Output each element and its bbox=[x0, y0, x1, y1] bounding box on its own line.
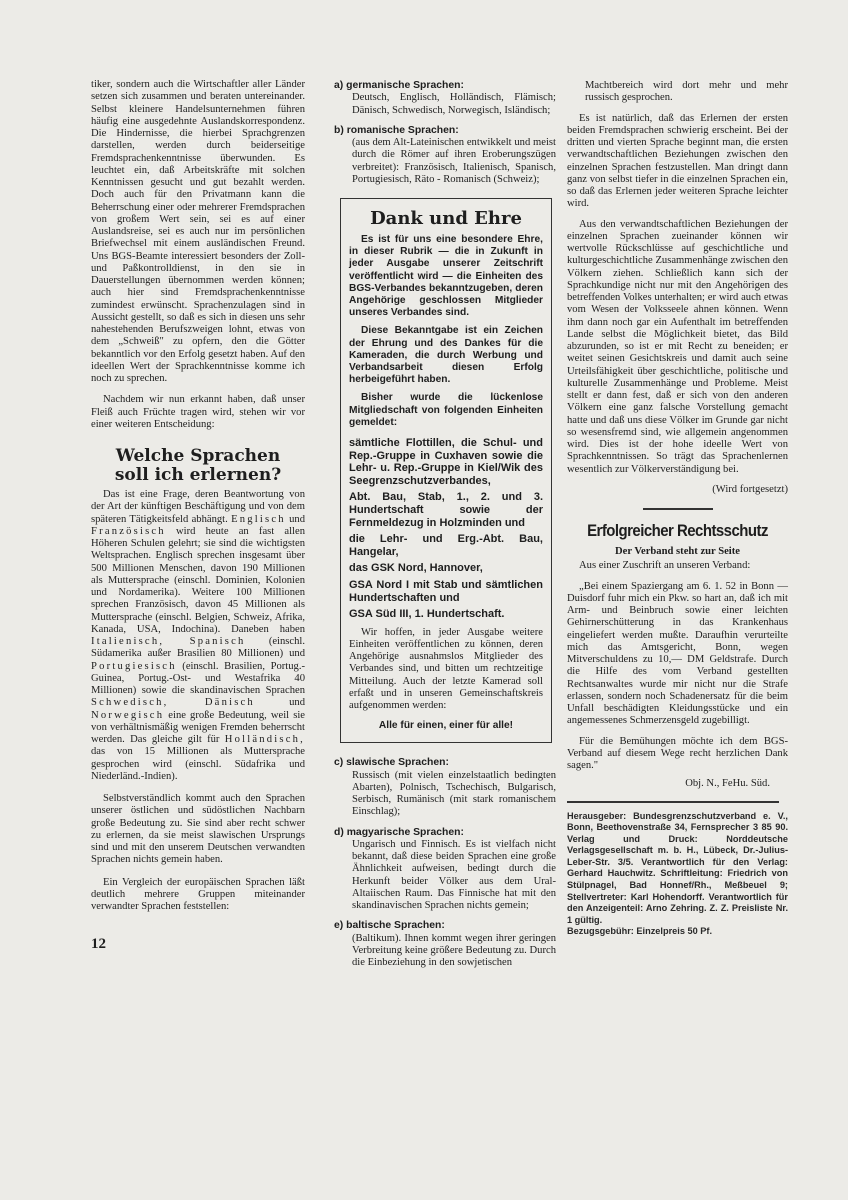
divider bbox=[567, 801, 779, 803]
page-number: 12 bbox=[91, 936, 106, 953]
unit-item: Abt. Bau, Stab, 1., 2. und 3. Hundertschaft sowie der Fernmeldezug in Holzminden und bbox=[349, 491, 543, 529]
heading-line: soll ich erlernen? bbox=[114, 465, 282, 485]
heading-line: Welche Sprachen bbox=[115, 446, 281, 466]
box-motto: Alle für einen, einer für alle! bbox=[378, 720, 514, 732]
list-label: d) magyarische Sprachen: bbox=[334, 826, 464, 838]
text: Italienisch, Spanisch bbox=[91, 636, 246, 647]
paragraph: Aus den verwandtschaftlichen Beziehungen der einzelnen Sprachen zueinander können wir wertvolle Rückschlüsse auf geschichtliche und kulturgeschichtliche Zusammenhänge zwischen den Völkern ziehen. Schließlich kann sich der Sprachkundige nicht nur mit den Angehörigen des betreffenden Volkes unterhalten; er wird auch etwas vom Wesen der Volksseele ahnen können. Wenn ihm dann noch gar ein Aufenthalt im betreffenden Lande selbst die Möglichkeit bietet, das Bild abzurunden, so ist er mit Recht zu beneiden; er weitet seinen Gesichtskreis und damit auch seine Urteilsfähigkeit über geschichtliche, politische und kulturelle Zusammenhänge und Probleme. Meist stellt er dann fest, daß er sich von den anderen Völkern eine ganz falsche Vorstellung gemacht hatte und daß uns diese Völker im Grunde gar nicht so wesensfremd sind, wie allgemein angenommen wird. Dies ist der hohe ideelle Wert von Sprachkenntnissen. So trägt das Sprachenlernen wesentlich zur Völkerverständigung bei. bbox=[567, 218, 788, 475]
paragraph: Für die Bemühungen möchte ich dem BGS-Verband auf diesem Wege recht herzlichen Dank sagen." bbox=[567, 735, 788, 771]
text: Das ist eine Frage, deren Beantwortung von der Art der künftigen Beschäftigung und von dem späteren Tätigkeitsfeld abhängt. bbox=[91, 489, 305, 525]
list-label: c) slawische Sprachen: bbox=[334, 757, 449, 769]
section-heading bbox=[91, 447, 305, 485]
list-text: (Baltikum). Ihnen kommt wegen ihrer geringen Verbreitung keine größere Bedeutung zu. Durch die Einbeziehung in den sowjetischen bbox=[352, 932, 556, 969]
paragraph: Selbstverständlich kommt auch den Sprachen unserer östlichen und südöstlichen Nachbarn große Bedeutung zu. Sie sind aber recht schwer zu erlernen, da sie meist slawischen Ursprungs sind und mit den unserem Deutschen verwandten Sprachen nichts gemein haben. bbox=[91, 793, 305, 866]
divider bbox=[643, 508, 713, 510]
text: Französisch bbox=[91, 525, 166, 537]
paragraph: Nachdem wir nun erkannt haben, daß unser Fleiß auch Früchte tragen wird, stehen wir vor einer weiteren Entscheidung: bbox=[91, 394, 305, 430]
right-column bbox=[567, 80, 788, 938]
text: das von 15 Millionen als Muttersprache gesprochen wird (einschl. Südafrika und Niederländ.-Indien). bbox=[91, 746, 305, 782]
dank-und-ehre-box bbox=[340, 198, 552, 743]
middle-column bbox=[334, 80, 556, 969]
left-column bbox=[91, 79, 305, 953]
article-title: Erfolgreicher Rechtsschutz bbox=[587, 521, 768, 540]
list-label: e) baltische Sprachen: bbox=[334, 920, 445, 932]
text: Schwedisch, Dänisch bbox=[91, 697, 255, 709]
paragraph: Es ist natürlich, daß das Erlernen der ersten beiden Fremdsprachen schwierig erscheint. Bei der dritten und vierten Sprache beginnt man, die ersten verwandtschaftlichen Beziehungen zwischen den einzelnen Sprachen festzustellen. Man dringt dann ganz von selbst tiefer in die einzelnen Sprachen ein, so daß das Erlernen jeder weiteren Sprache leichter wird. bbox=[567, 112, 788, 210]
paragraph: Ein Vergleich der europäischen Sprachen läßt deutlich mehrere Gruppen miteinander verwandter Sprachen feststellen: bbox=[91, 876, 305, 912]
box-paragraph: Bisher wurde die lückenlose Mitgliedschaft von folgenden Einheiten gemeldet: bbox=[349, 392, 543, 428]
text: und bbox=[289, 697, 305, 709]
text: wird heute an fast allen Höheren Schulen gelehrt; sie sind die wichtigsten Weltsprachen. Englisch sprechen insgesamt über 500 Millionen Menschen, davon 190 Millionen als Muttersprache (einschl. Dominien, Kolonien und Nordamerika). Weitere 100 Millionen sprechen Französisch, davon 45 Millionen als Muttersprache (einschl. Belgien, Schweiz, Afrika, Kanada, USA, Indochina). Daneben haben bbox=[91, 525, 305, 635]
paragraph: tiker, sondern auch die Wirtschaftler aller Länder setzen sich zusammen und beraten untereinander. Selbst kleinere Handelsunternehmen führen häufig eine ausgedehnte Auslandskorrespondenz. Die Hindernisse, die hierbei Sprachgrenzen darstellen, werden durch beiderseitige Fremdsprachenkenntnisse überwunden. Es leuchtet ein, daß Arbeitskräfte mit solchen Kenntnissen gesucht und gut bezahlt werden. Doch auch für den Privatmann kann die Beherrschung einer oder mehrerer Fremdsprachen von großem Wert sein, sei es auf einer Auslandsreise, sei es auch nur im persönlichen Briefwechsel mit einem ausländischen Freund. Uns BGS-Beamte interessiert besonders der Zoll- und Paßkontrolldienst, in den sie in Dauerstellungen übernommen werden können; auch hier sind Fremdsprachenkenntnisse zumindest erwünscht. Sprachenzulagen sind in Aussicht gestellt, so daß es sich in diesen uns sehr nahestehenden Berufszweigen lohnt, etwas von dem „Schweiß" zu opfern, den die Götter bekanntlich vor den Erfolg gesetzt haben. Auf den ideellen Wert der Sprachkenntnisse komme ich noch zu sprechen. bbox=[91, 79, 305, 384]
text: Englisch bbox=[231, 513, 286, 525]
continued-note: (Wird fortgesetzt) bbox=[712, 483, 788, 495]
box-paragraph: Diese Bekanntgabe ist ein Zeichen der Ehrung und des Dankes für die Kameraden, die durch Werbung und Verbandsarbeit diesen Erfolg herbeigeführt haben. bbox=[349, 325, 543, 386]
article-subtitle: Der Verband steht zur Seite bbox=[615, 546, 740, 557]
text: Norwegisch bbox=[91, 709, 165, 721]
list-text: (aus dem Alt-Lateinischen entwikkelt und meist durch die Römer auf ihren Eroberungszügen verbreitet): Französisch, Italienisch, Spanisch, Portugiesisch, Räto - Romanisch (Schweiz); bbox=[352, 137, 556, 185]
list-text: Ungarisch und Finnisch. Es ist vielfach nicht bekannt, daß diese beiden Sprachen eine große Ähnlichkeit aufweisen, bedingt durch die Herkunft beider Völker aus dem Ural-Altaiischen Raum. Das Finnische hat mit den skandinavischen Sprachen nichts gemein; bbox=[352, 838, 556, 912]
unit-item: GSA Nord I mit Stab und sämtlichen Hundertschaften und bbox=[349, 578, 543, 604]
text: (einschl. Brasilien, Portug.-Guinea, Portug.-Ost- und Westafrika 40 Millionen) sowie die skandinavischen Sprachen bbox=[91, 660, 305, 696]
paragraph: Aus einer Zuschrift an unseren Verband: bbox=[579, 560, 751, 572]
box-paragraph: Wir hoffen, in jeder Ausgabe weitere Einheiten veröffentlichen zu können, deren Angehörige ausnahmslos Mitglieder des Verbandes sind, und bitten um rechtzeitige Mitteilung. Auch der letzte Kamerad soll erfaßt und in unseren Gemeinschaftskreis aufgenommen werden: bbox=[349, 626, 543, 711]
unit-item: das GSK Nord, Hannover, bbox=[349, 562, 483, 575]
text: Portugiesisch bbox=[91, 660, 177, 672]
box-paragraph: Es ist für uns eine besondere Ehre, in dieser Rubrik — die in Zukunft in jeder Ausgabe unserer Zeitschrift veröffentlicht wird — die Einheiten des BGS-Verbandes bekanntzugeben, deren Angehörige geschlossen Mitglieder unseres Verbandes sind. bbox=[349, 234, 543, 319]
unit-item: sämtliche Flottillen, die Schul- und Rep.-Gruppe in Cuxhaven sowie die Lehr- u. Rep.-Gruppe in Kiel/Wik des Seegrenzschutzverbandes, bbox=[349, 437, 543, 487]
text: (einschl. Südamerika außer Brasilien 80 Millionen) und bbox=[91, 636, 305, 660]
price-text: Bezugsgebühr: Einzelpreis 50 Pf. bbox=[567, 926, 712, 937]
list-label: b) romanische Sprachen: bbox=[334, 124, 459, 136]
paragraph: „Bei einem Spaziergang am 6. 1. 52 in Bonn — Duisdorf fuhr mich ein Pkw. so hart an, daß ich mit Arm- und Beinbruch sowie einer leichten Gehirnerschütterung in das Krankenhaus eingeliefert werden mußte. Daraufhin verurteilte mich das Amtsgericht, Bonn, wegen Mitverschuldens zu 10,— DM Geldstrafe. Durch die Hilfe des vom Verband gestellten Rechtsanwaltes wurde mir nicht nur die Strafe erlassen, sondern noch Schadenersatz für die beim Unfall beschädigten Kleidungsstücke und ein angemessenes Schmerzensgeld zugebilligt. bbox=[567, 580, 788, 727]
paragraph bbox=[91, 489, 305, 783]
list-label: a) germanische Sprachen: bbox=[334, 80, 464, 91]
list-text: Russisch (mit vielen einzelstaatlich bedingten Abarten), Polnisch, Tschechisch, Bulgarisch, Serbisch, Rumänisch (mit stark romanischem Einschlag); bbox=[352, 769, 556, 818]
imprint bbox=[567, 811, 788, 939]
signature: Obj. N., FeHu. Süd. bbox=[685, 778, 770, 790]
box-title: Dank und Ehre bbox=[370, 208, 522, 229]
imprint-text: Herausgeber: Bundesgrenzschutzverband e. V., Bonn, Beethovenstraße 34, Fernsprecher 3 85 90. Verlag und Druck: Norddeutsche Verlagsgesellschaft m. b. H., Lübeck, Dr.-Julius-Leber-Str. 3/5. Verantwortlich für den Verlag: Gerhard Hauchwitz. Schriftleitung: Friedrich von Stülpnagel, Bad Honnef/Rh., Meßbeuel 9; Stellvertreter: Karl Hohendorff. Verantwortlich für den Anzeigenteil: Arno Zehring. Z. Z. Preisliste Nr. 1 gültig. bbox=[567, 810, 788, 925]
unit-item: die Lehr- und Erg.-Abt. Bau, Hangelar, bbox=[349, 533, 543, 558]
unit-item: GSA Süd III, 1. Hundertschaft. bbox=[349, 608, 505, 621]
text: eine große Bedeutung, weil sie von verhältnismäßig wenigen Fremden beherrscht werden. Das gleiche gilt für bbox=[91, 709, 305, 745]
list-text: Machtbereich wird dort mehr und mehr russisch gesprochen. bbox=[585, 80, 788, 104]
text: und bbox=[289, 513, 305, 525]
list-text: Deutsch, Englisch, Holländisch, Flämisch; Dänisch, Schwedisch, Norwegisch, Isländisch; bbox=[352, 92, 556, 116]
text: Holländisch, bbox=[224, 734, 305, 745]
